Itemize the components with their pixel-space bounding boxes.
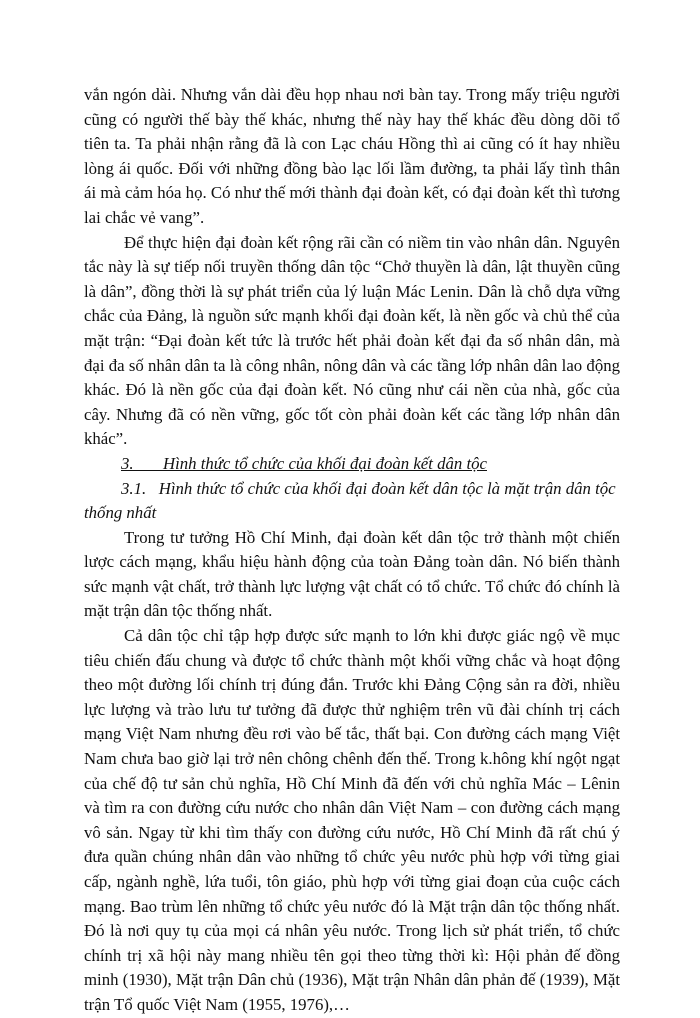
- paragraph-strategy: Trong tư tưởng Hồ Chí Minh, đại đoàn kết dân tộc trở thành một chiến lược cách mạng, khẩu hiệu hành động của toàn Đảng toàn dân. Nó biến thành sức mạnh vật chất, trở thành lực lượng vật chất có tổ chức. Tổ chức đó chính là mặt trận dân tộc thống nhất.: [84, 527, 620, 621]
- section-heading-3-text: 3. Hình thức tổ chức của khối đại đoàn kết dân tộc: [121, 453, 487, 473]
- paragraph-united-front: Cả dân tộc chỉ tập hợp được sức mạnh to lớn khi được giác ngộ về mục tiêu chiến đấu chung và được tổ chức thành một khối vững chắc và hoạt động theo một đường lối chính trị đúng đắn. Trước khi Đảng Cộng sản ra đời, nhiều lực lượng và trào lưu tư tưởng đã được thử nghiệm trên vũ đài chính trị cách mạng Việt Nam nhưng đều rơi vào bế tắc, thất bại. Con đường cách mạng Việt Nam chưa bao giờ lại trở nên chông chênh đến thế. Trong k.hông khí ngột ngạt của chế độ tư sản chủ nghĩa, Hồ Chí Minh đã đến với chủ nghĩa Mác – Lênin và tìm ra con đường cứu nước cho nhân dân Việt Nam – con đường cách mạng vô sản. Ngay từ khi tìm thấy con đường cứu nước, Hồ Chí Minh đã rất chú ý đưa quần chúng nhân dân vào những tổ chức yêu nước phù hợp với từng giai cấp, ngành nghề, lứa tuổi, tôn giáo, phù hợp với từng giai đoạn của cuộc cách mạng. Bao trùm lên những tổ chức yêu nước đó là Mặt trận dân tộc thống nhất. Đó là nơi quy tụ của mọi cá nhân yêu nước. Trong lịch sử phát triển, tổ chức chính trị xã hội này mang nhiều tên gọi theo từng thời kì: Hội phản đế đồng minh (1930), Mặt trận Dân chủ (1936), Mặt trận Nhân dân phản đế (1939), Mặt trận Tổ quốc Việt Nam (1955, 1976),…: [84, 626, 620, 1014]
- document-page: [84, 83, 620, 1018]
- paragraph-trust-in-people: Để thực hiện đại đoàn kết rộng rãi cần có niềm tin vào nhân dân. Nguyên tắc này là sự tiếp nối truyền thống dân tộc “Chở thuyền là dân, lật thuyền cũng là dân”, đồng thời là sự phát triển của lý luận Mác Lenin. Dân là chỗ dựa vững chắc của Đảng, là nguồn sức mạnh khối đại đoàn kết, là nền gốc và chủ thể của mặt trận: “Đại đoàn kết tức là trước hết phải đoàn kết đại đa số nhân dân, mà đại đa số nhân dân ta là công nhân, nông dân và các tầng lớp nhân dân lao động khác. Đó là nền gốc của đại đoàn kết. Nó cũng như cái nền của nhà, gốc của cây. Nhưng đã có nền vững, gốc tốt còn phải đoàn kết các tầng lớp nhân dân khác”.: [84, 232, 620, 449]
- paragraph-continued-quote: vắn ngón dài. Nhưng vắn dài đều họp nhau nơi bàn tay. Trong mấy triệu người cũng có người thế bày thế khác, nhưng thế này hay thế khác đều dòng dõi tổ tiên ta. Ta phải nhận rằng đã là con Lạc cháu Hồng thì ai cũng có ít hay nhiều lòng ái quốc. Đối với những đồng bào lạc lối lầm đường, ta phải lấy tình thân ái mà cảm hóa họ. Có như thế mới thành đại đoàn kết, có đại đoàn kết thì tương lai chắc vẻ vang”.: [84, 85, 620, 227]
- section-heading-3: [84, 452, 620, 477]
- section-heading-3-1: 3.1. Hình thức tổ chức của khối đại đoàn kết dân tộc là mặt trận dân tộc thống nhất: [84, 478, 616, 523]
